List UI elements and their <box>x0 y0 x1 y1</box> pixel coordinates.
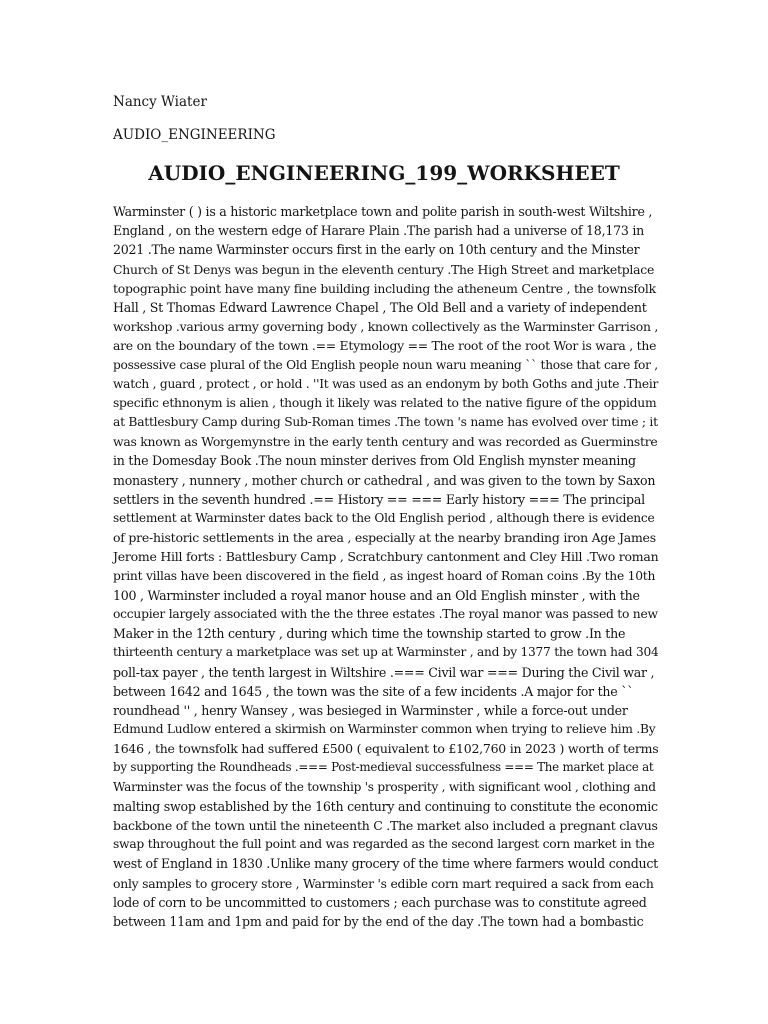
body-line: only samples to grocery store , Warminster 's edible corn mart required a sack from each <box>113 875 654 891</box>
body-line: are on the boundary of the town .== Etymology == The root of the root Wor is wara , the <box>113 338 657 354</box>
body-line: swap throughout the full point and was regarded as the second largest corn market in the <box>113 837 655 852</box>
body-line: was known as Worgemynstre in the early tenth century and was recorded as Guerminstre <box>113 434 658 450</box>
body-line: 100 , Warminster included a royal manor house and an Old English minster , with the <box>113 587 640 603</box>
body-line: malting swop established by the 16th century and continuing to constitute the economic <box>113 798 658 814</box>
body-line: between 11am and 1pm and paid for by the end of the day .The town had a bombastic <box>113 913 644 929</box>
body-line: watch , guard , protect , or hold . ''It was used as an endonym by both Goths and jute .Their <box>113 376 659 391</box>
body-line: Jerome Hill forts : Battlesbury Camp , Scratchbury cantonment and Cley Hill .Two roman <box>113 549 659 565</box>
body-paragraph <box>113 202 658 931</box>
body-line: thirteenth century a marketplace was set up at Warminster , and by 1377 the town had 304 <box>113 645 659 660</box>
body-line: west of England in 1830 .Unlike many grocery of the time where farmers would conduct <box>113 856 658 872</box>
body-line: occupier largely associated with the the three estates .The royal manor was passed to new <box>113 606 658 621</box>
body-line: in the Domesday Book .The noun minster derives from Old English mynster meaning <box>113 453 636 469</box>
body-line: by supporting the Roundheads .=== Post-medieval successfulness === The market place at <box>113 760 654 775</box>
body-line: possessive case plural of the Old English people noun waru meaning `` those that care for , <box>113 357 658 372</box>
body-line: 1646 , the townsfolk had suffered £500 ( equivalent to £102,760 in 2023 ) worth of terms <box>113 741 659 757</box>
body-line: of pre-historic settlements in the area , especially at the nearby branding iron Age James <box>113 530 656 546</box>
worksheet-title: AUDIO_ENGINEERING_199_WORKSHEET <box>148 161 620 185</box>
body-line: Hall , St Thomas Edward Lawrence Chapel , The Old Bell and a variety of independent <box>113 299 647 315</box>
body-line: at Battlesbury Camp during Sub-Roman times .The town 's name has evolved over time ; it <box>113 415 658 430</box>
body-line: workshop .various army governing body , known collectively as the Warminster Garrison , <box>113 319 659 335</box>
subject-heading: AUDIO_ENGINEERING <box>113 127 276 143</box>
body-line: Church of St Denys was begun in the eleventh century .The High Street and marketplace <box>113 261 655 277</box>
body-line: Edmund Ludlow entered a skirmish on Warminster common when trying to relieve him .By <box>113 722 656 737</box>
body-line: settlement at Warminster dates back to the Old English period , although there is evidence <box>113 511 655 525</box>
body-line: roundhead '' , henry Wansey , was besieged in Warminster , while a force-out under <box>113 702 628 718</box>
body-line: between 1642 and 1645 , the town was the site of a few incidents .A major for the `` <box>113 683 634 699</box>
body-line: England , on the western edge of Harare Plain .The parish had a universe of 18,173 in <box>113 223 644 239</box>
body-line: Maker in the 12th century , during which time the township started to grow .In the <box>113 626 626 642</box>
body-line: monastery , nunnery , mother church or cathedral , and was given to the town by Saxon <box>113 472 656 488</box>
body-line: Warminster ( ) is a historic marketplace town and polite parish in south-west Wiltshire , <box>113 204 653 219</box>
body-line: print villas have been discovered in the field , as ingest hoard of Roman coins .By the 10th <box>113 568 656 583</box>
body-line: lode of corn to be uncommitted to customers ; each purchase was to constitute agreed <box>113 894 647 910</box>
body-line: backbone of the town until the nineteenth C .The market also included a pregnant clavus <box>113 818 658 833</box>
body-line: topographic point have many fine building including the atheneum Centre , the townsfolk <box>113 280 656 296</box>
author-name: Nancy Wiater <box>113 94 207 110</box>
body-line: poll-tax payer , the tenth largest in Wiltshire .=== Civil war === During the Civil war , <box>113 664 655 680</box>
body-line: Warminster was the focus of the township 's prosperity , with significant wool , clothing and <box>113 779 656 794</box>
body-line: settlers in the seventh hundred .== History == === Early history === The principal <box>113 491 645 507</box>
body-line: specific ethnonym is alien , though it likely was related to the native figure of the oppidum <box>113 395 657 410</box>
body-line: 2021 .The name Warminster occurs first in the early on 10th century and the Minster <box>113 242 640 258</box>
